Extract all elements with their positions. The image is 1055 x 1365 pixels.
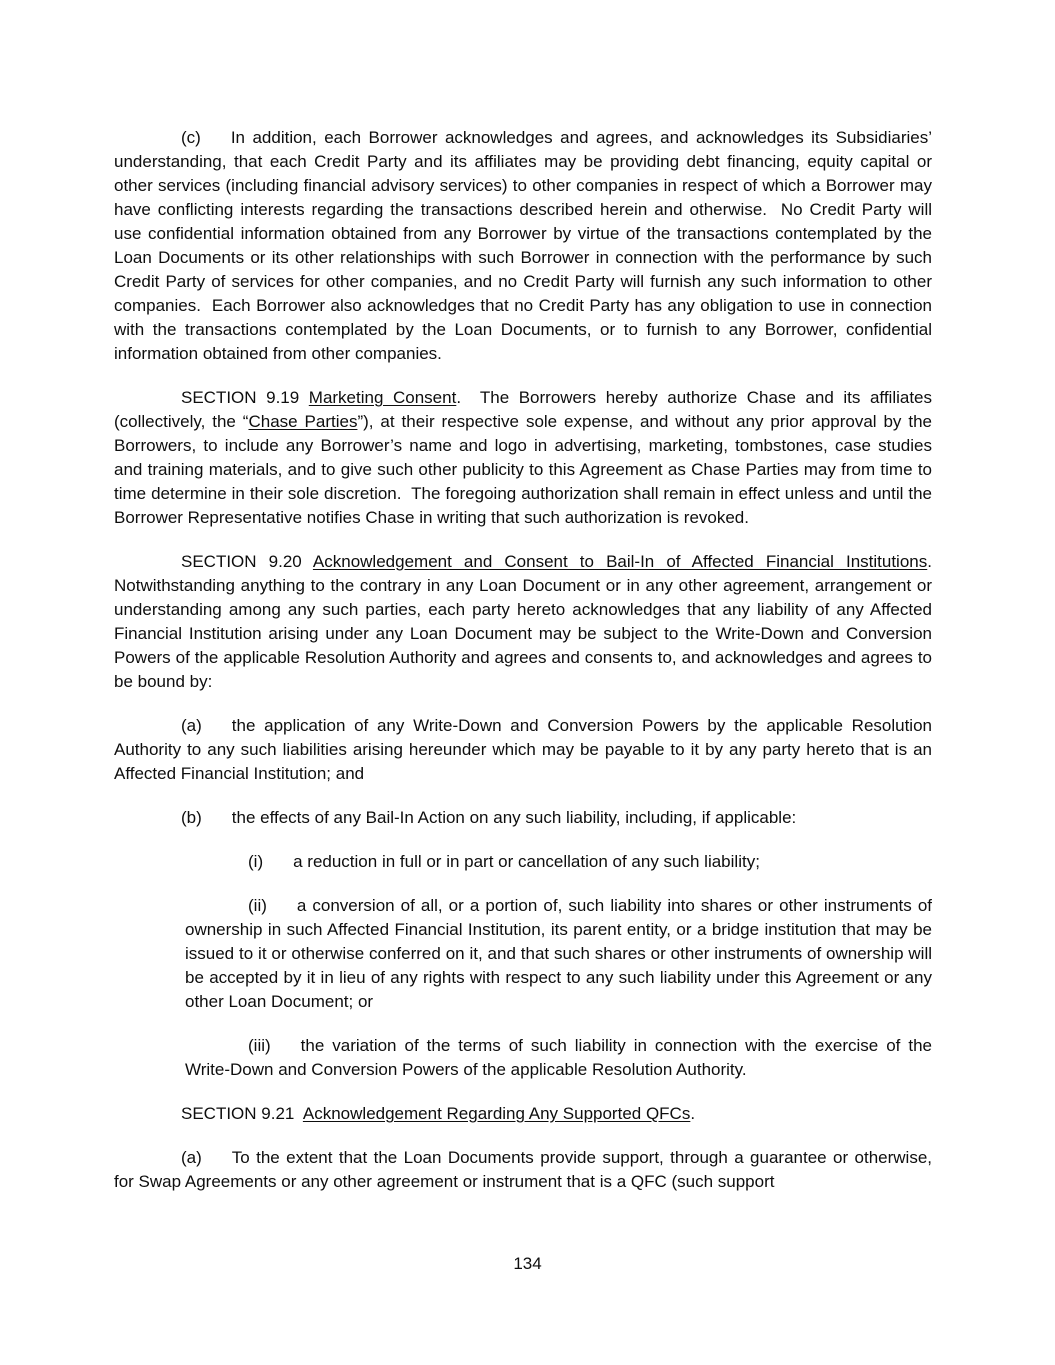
clause-ii-conversion: (ii) a conversion of all, or a portion of, such liability into shares or other instruments of ownership in such Affected Financial Institution, its parent entity, or a bridge institution that may be issued to it or otherwise conferred on it, and that such shares or other instruments of ownership will be accepted by it in lieu of any rights with respect to any such liability under this Agreement or any other Loan Document; or bbox=[185, 896, 937, 1011]
paragraph-c-conflicts-of-interest: (c) In addition, each Borrower acknowledges and agrees, and acknowledges its Subsidiaries’ understanding, that each Credit Party and its affiliates may be providing debt financing, equity capital or other services (including financial advisory services) to other companies in respect of which a Borrower may have conflicting interests regarding the transactions described herein and otherwise. No Credit Party will use confidential information obtained from any Borrower by virtue of the transactions contemplated by the Loan Documents or its other relationships with such Borrower in connection with the performance by such Credit Party of services for other companies, and no Credit Party will furnish any such information to other companies. Each Borrower also acknowledges that no Credit Party has any obligation to use in connection with the transactions contemplated by the Loan Documents, or to furnish to any Borrower, confidential information obtained from other companies. bbox=[114, 128, 937, 363]
section-9-21-qfc-heading: SECTION 9.21 Acknowledgement Regarding Any Supported QFCs. bbox=[181, 1104, 696, 1123]
paragraph-a-qfc-support: (a) To the extent that the Loan Documents provide support, through a guarantee or otherwise, for Swap Agreements or any other agreement or instrument that is a QFC (such support bbox=[114, 1148, 937, 1191]
clause-iii-variation: (iii) the variation of the terms of such liability in connection with the exercise of the Write-Down and Conversion Powers of the applicable Resolution Authority. bbox=[185, 1036, 937, 1079]
section-9-20-bail-in-acknowledgement: SECTION 9.20 Acknowledgement and Consent to Bail-In of Affected Financial Institutions. Notwithstanding anything to the contrary in any Loan Document or in any other agreement, arrangement or understanding among any such parties, each party hereto acknowledges that any liability of any Affected Financial Institution arising under any Loan Document may be subject to the Write-Down and Conversion Powers of the applicable Resolution Authority and agrees and consents to, and acknowledges and agrees to be bound by: bbox=[114, 552, 942, 691]
page-number: 134 bbox=[513, 1254, 542, 1273]
paragraph-a-write-down-application: (a) the application of any Write-Down and Conversion Powers by the applicable Resolution Authority to any such liabilities arising hereunder which may be payable to it by any party hereto that is an Affected Financial Institution; and bbox=[114, 716, 936, 783]
section-9-19-marketing-consent: SECTION 9.19 Marketing Consent. The Borrowers hereby authorize Chase and its affiliates (collectively, the “Chase Parties”), at their respective sole expense, and without any prior approval by the Borrowers, to include any Borrower’s name and logo in advertising, marketing, tombstones, case studies and training materials, and to give such other publicity to this Agreement as Chase Parties may from time to time determine in their sole discretion. The foregoing authorization shall remain in effect unless and until the Borrower Representative notifies Chase in writing that such authorization is revoked. bbox=[114, 388, 937, 527]
paragraph-b-bail-in-effects: (b) the effects of any Bail-In Action on any such liability, including, if applicable: bbox=[181, 808, 797, 827]
clause-i-reduction: (i) a reduction in full or in part or cancellation of any such liability; bbox=[248, 852, 760, 871]
